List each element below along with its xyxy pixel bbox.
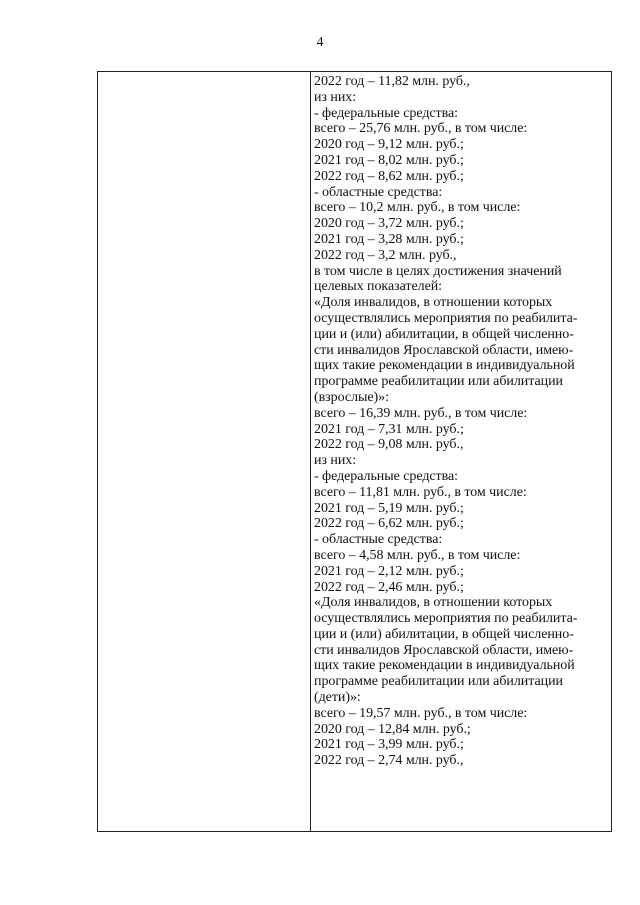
text-line: - федеральные средства: xyxy=(314,105,458,121)
table-left-cell xyxy=(98,72,310,831)
text-line: 2020 год – 3,72 млн. руб.; xyxy=(314,216,464,232)
text-line: 2021 год – 8,02 млн. руб.; xyxy=(314,152,464,168)
table-right-cell xyxy=(314,74,610,769)
document-table xyxy=(97,71,612,832)
text-line: ции и (или) абилитации, в общей численно- xyxy=(314,326,574,342)
column-divider xyxy=(310,72,311,831)
text-line: 2022 год – 2,74 млн. руб., xyxy=(314,753,464,769)
text-line: - федеральные средства: xyxy=(314,468,458,484)
text-line: всего – 25,76 млн. руб., в том числе: xyxy=(314,121,528,137)
text-line: 2021 год – 7,31 млн. руб.; xyxy=(314,421,464,437)
text-line: (дети)»: xyxy=(314,690,361,706)
text-line: 2021 год – 3,99 млн. руб.; xyxy=(314,737,464,753)
text-line: 2022 год – 9,08 млн. руб., xyxy=(314,437,464,453)
text-line: 2021 год – 3,28 млн. руб.; xyxy=(314,231,464,247)
text-line: 2022 год – 8,62 млн. руб.; xyxy=(314,168,464,184)
text-line: «Доля инвалидов, в отношении которых xyxy=(314,295,553,311)
text-line: целевых показателей: xyxy=(314,279,443,295)
text-line: ции и (или) абилитации, в общей численно- xyxy=(314,626,574,642)
text-line: 2022 год – 6,62 млн. руб.; xyxy=(314,516,464,532)
text-line: осуществлялись мероприятия по реабилита- xyxy=(314,611,578,627)
text-line: щих такие рекомендации в индивидуальной xyxy=(314,358,575,374)
text-line: сти инвалидов Ярославской области, имею- xyxy=(314,342,574,358)
text-line: из них: xyxy=(314,453,357,469)
text-line: программе реабилитации или абилитации xyxy=(314,374,563,390)
text-line: в том числе в целях достижения значений xyxy=(314,263,562,279)
text-line: всего – 11,81 млн. руб., в том числе: xyxy=(314,484,527,500)
text-line: сти инвалидов Ярославской области, имею- xyxy=(314,642,574,658)
text-line: «Доля инвалидов, в отношении которых xyxy=(314,595,553,611)
text-line: всего – 10,2 млн. руб., в том числе: xyxy=(314,200,521,216)
text-line: 2020 год – 9,12 млн. руб.; xyxy=(314,137,464,153)
page-number: 4 xyxy=(316,35,324,50)
text-line: всего – 19,57 млн. руб., в том числе: xyxy=(314,705,528,721)
text-line: щих такие рекомендации в индивидуальной xyxy=(314,658,575,674)
text-line: всего – 16,39 млн. руб., в том числе: xyxy=(314,405,528,421)
text-line: программе реабилитации или абилитации xyxy=(314,674,563,690)
text-line: из них: xyxy=(314,89,357,105)
text-line: 2021 год – 5,19 млн. руб.; xyxy=(314,500,464,516)
text-line: 2021 год – 2,12 млн. руб.; xyxy=(314,563,464,579)
text-line: 2022 год – 2,46 млн. руб.; xyxy=(314,579,464,595)
text-line: 2022 год – 11,82 млн. руб., xyxy=(314,74,470,89)
text-line: осуществлялись мероприятия по реабилита- xyxy=(314,310,578,326)
text-line: (взрослые)»: xyxy=(314,389,389,405)
text-line: всего – 4,58 млн. руб., в том числе: xyxy=(314,547,521,563)
text-line: 2020 год – 12,84 млн. руб.; xyxy=(314,721,471,737)
text-line: 2022 год – 3,2 млн. руб., xyxy=(314,247,457,263)
text-line: - областные средства: xyxy=(314,532,443,548)
text-line: - областные средства: xyxy=(314,184,443,200)
